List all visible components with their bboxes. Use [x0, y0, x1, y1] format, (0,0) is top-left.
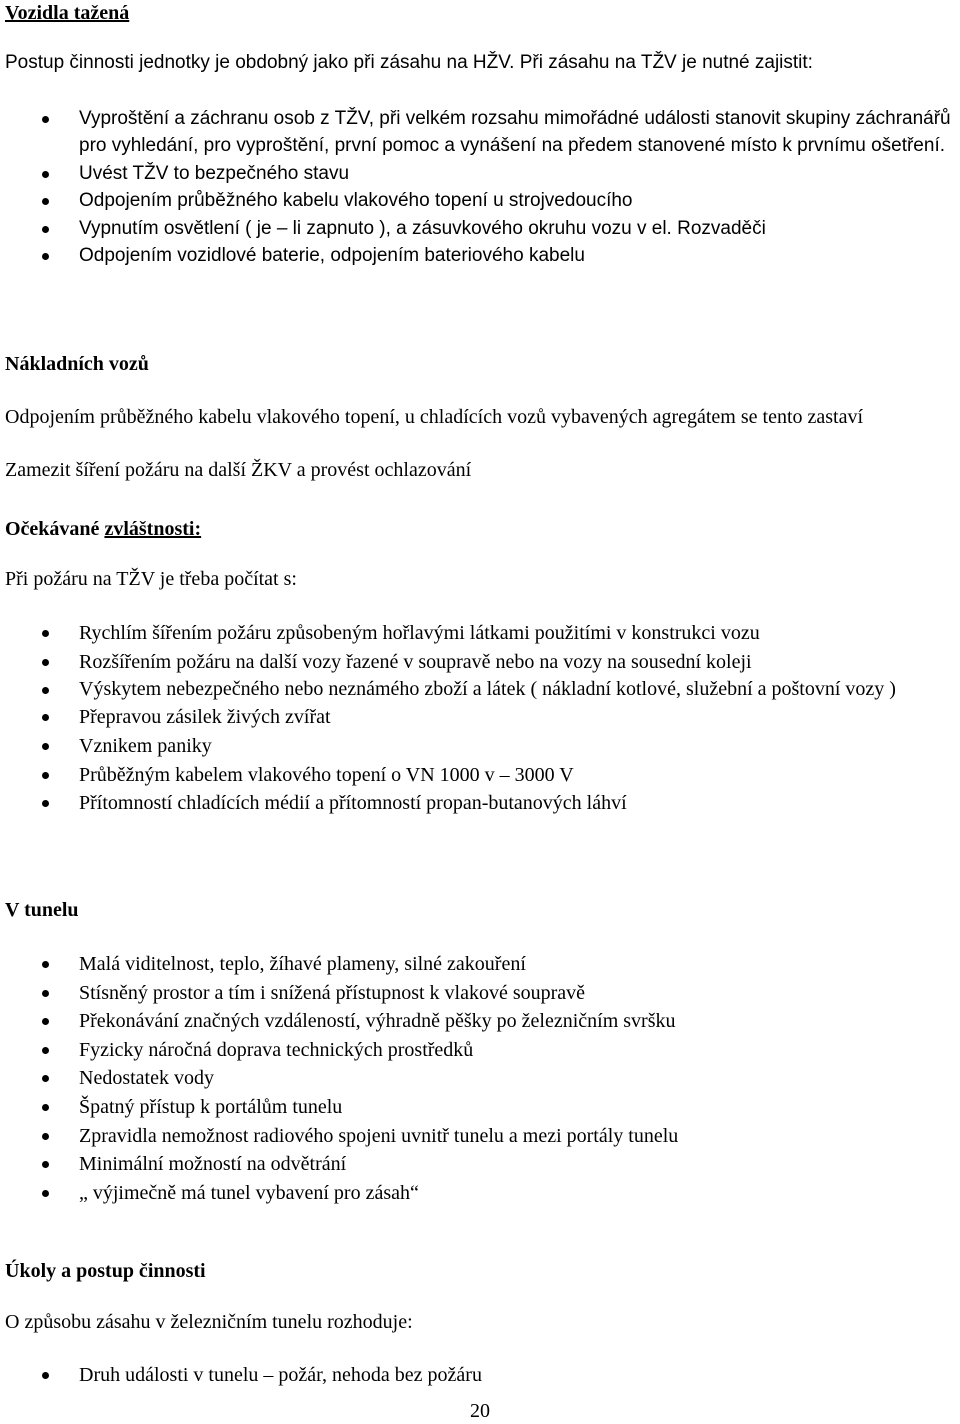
list-item: „ výjimečně má tunel vybavení pro zásah“	[0, 1179, 678, 1208]
section3-intro: Při požáru na TŽV je třeba počítat s:	[5, 568, 297, 590]
list-item: Uvést TŽV to bezpečného stavu	[0, 160, 959, 188]
list-item: Přepravou zásilek živých zvířat	[0, 703, 899, 732]
list-item: Rozšířením požáru na další vozy řazené v soupravě nebo na vozy na sousední koleji	[0, 648, 899, 677]
list-item: Minimální možností na odvětrání	[0, 1150, 678, 1179]
section-heading-ukoly-a-postup: Úkoly a postup činnosti	[5, 1260, 206, 1282]
heading-underlined-text: zvláštnosti:	[104, 518, 202, 540]
section1-intro: Postup činnosti jednotky je obdobný jako při zásahu na HŽV. Při zásahu na TŽV je nutné zajistit:	[5, 52, 813, 73]
list-item: Přítomností chladících médií a přítomností propan-butanových láhví	[0, 789, 899, 818]
section-heading-v-tunelu: V tunelu	[5, 899, 79, 921]
list-item: Zpravidla nemožnost radiového spojeni uvnitř tunelu a mezi portály tunelu	[0, 1122, 678, 1151]
section3-list	[0, 619, 899, 818]
list-item: Malá viditelnost, teplo, žíhavé plameny, silné zakouření	[0, 950, 678, 979]
section4-list	[0, 950, 678, 1207]
list-item: Rychlím šířením požáru způsobeným hořlavými látkami použitími v konstrukci vozu	[0, 619, 899, 648]
section2-line1: Odpojením průběžného kabelu vlakového topení, u chladících vozů vybavených agregátem se tento zastaví	[5, 406, 864, 428]
list-item: Fyzicky náročná doprava technických prostředků	[0, 1036, 678, 1065]
heading-text: Očekávané	[5, 518, 105, 540]
list-item: Průběžným kabelem vlakového topení o VN 1000 v – 3000 V	[0, 761, 899, 790]
list-item: Odpojením průběžného kabelu vlakového topení u strojvedoucího	[0, 187, 959, 215]
section1-list	[0, 105, 959, 270]
section-heading-nakladnich-vozu: Nákladních vozů	[5, 353, 149, 375]
list-item: Špatný přístup k portálům tunelu	[0, 1093, 678, 1122]
list-item: Stísněný prostor a tím i snížená přístupnost k vlakové soupravě	[0, 979, 678, 1008]
section2-line2: Zamezit šíření požáru na další ŽKV a provést ochlazování	[5, 459, 472, 481]
list-item: Nedostatek vody	[0, 1064, 678, 1093]
list-item: Odpojením vozidlové baterie, odpojením bateriového kabelu	[0, 242, 959, 270]
list-item: Výskytem nebezpečného nebo neznámého zboží a látek ( nákladní kotlové, služební a poštovní vozy )	[0, 676, 899, 703]
section5-intro: O způsobu zásahu v železničním tunelu rozhoduje:	[5, 1311, 413, 1333]
section5-list	[0, 1361, 482, 1390]
list-item: Překonávání značných vzdáleností, výhradně pěšky po železničním svršku	[0, 1007, 678, 1036]
list-item: Vznikem paniky	[0, 732, 899, 761]
page-number: 20	[470, 1400, 490, 1422]
list-item: Druh události v tunelu – požár, nehoda bez požáru	[0, 1361, 482, 1390]
list-item: Vyproštění a záchranu osob z TŽV, při velkém rozsahu mimořádné události stanovit skupiny záchranářů pro vyhledání, pro vyproštění, první pomoc a vynášení na předem stanovené místo k prvnímu ošetření.	[0, 105, 959, 160]
section-heading-ocekavane-zvlastnosti	[5, 518, 201, 541]
section-heading-vozidla-tazena: Vozidla tažená	[5, 2, 130, 24]
list-item: Vypnutím osvětlení ( je – li zapnuto ), a zásuvkového okruhu vozu v el. Rozvaděči	[0, 215, 959, 243]
